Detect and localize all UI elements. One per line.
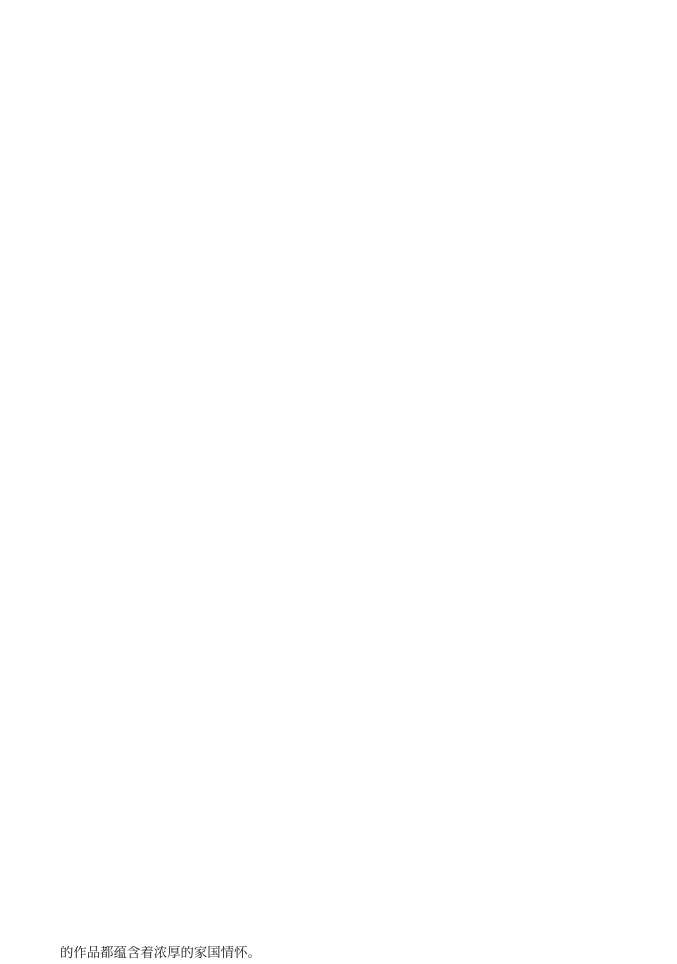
option-a-continued: 的作品都蕴含着浓厚的家国情怀。 [60,946,261,961]
